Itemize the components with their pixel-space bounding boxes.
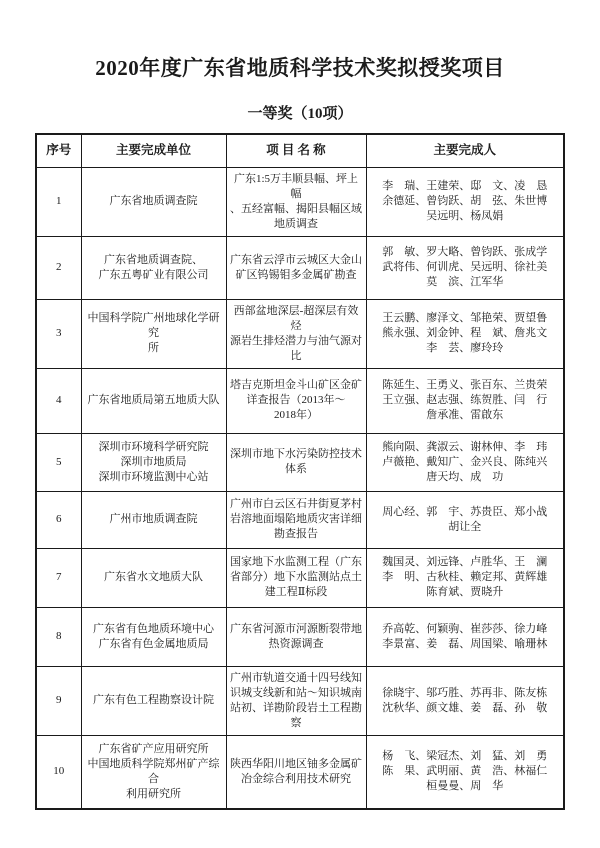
project-cell-line: 塔吉克斯坦金斗山矿区金矿	[230, 379, 362, 391]
project-cell-line: 岩溶地面塌陷地质灾害详细	[230, 513, 362, 525]
org-cell	[81, 607, 226, 666]
table-row	[36, 607, 564, 666]
org-cell	[81, 433, 226, 491]
page-title: 2020年度广东省地质科学技术奖拟授奖项目	[95, 56, 505, 80]
project-cell-line: 广东省河源市河源断裂带地	[230, 622, 362, 635]
project-cell-line: 省部分）地下水监测站点土	[230, 571, 362, 583]
table-row	[36, 666, 564, 735]
project-cell	[226, 299, 366, 368]
org-cell	[81, 368, 226, 433]
project-cell-line: 比	[290, 349, 302, 362]
people-cell-line: 卢薇艳、戴知广、金兴良、陈纯兴	[382, 455, 548, 468]
org-cell-line: 深圳市地质局	[120, 455, 187, 468]
row-number-cell: 4	[36, 368, 81, 433]
people-cell	[366, 299, 564, 368]
people-cell-line: 武将伟、何训虎、吴远明、徐社美	[382, 261, 548, 273]
table-row	[36, 368, 564, 433]
project-cell-line: 察	[290, 716, 302, 729]
people-cell-line: 李景富、姜 磊、周国梁、喻珊林	[382, 637, 548, 650]
people-cell-line: 周心经、郭 宇、苏贵臣、郑小战	[382, 505, 548, 518]
project-cell-line: 广东省云浮市云城区大金山	[230, 253, 362, 266]
people-cell-line: 詹承准、雷啟东	[426, 409, 504, 421]
org-cell-line: 深圳市环境监测中心站	[98, 470, 209, 483]
project-cell	[226, 491, 366, 548]
table-row	[36, 236, 564, 299]
project-cell-line: 热资源调查	[268, 637, 324, 650]
people-cell-line: 沈秋华、颜文雄、姜 磊、孙 敬	[382, 701, 548, 714]
people-cell-line: 熊向陨、龚淑云、谢林伸、李 玮	[382, 440, 548, 453]
people-cell	[366, 167, 564, 236]
table-row	[36, 433, 564, 491]
people-cell-line: 陈育斌、贾晓升	[426, 586, 504, 598]
people-cell-line: 熊永强、刘金钟、程 斌、詹兆文	[382, 327, 548, 339]
people-cell-line: 莫 滨、江军华	[426, 276, 504, 288]
project-cell	[226, 167, 366, 236]
people-cell-line: 魏国灵、刘远锋、卢胜华、王 澜	[382, 556, 548, 568]
project-cell	[226, 548, 366, 607]
table-row	[36, 491, 564, 548]
project-cell-line: 广州市轨道交通十四号线知	[230, 671, 362, 684]
section-title: 一等奖（10项）	[247, 106, 353, 122]
org-cell	[81, 491, 226, 548]
table-row	[36, 167, 564, 236]
org-cell	[81, 666, 226, 735]
org-cell-line: 广东省有色地质环境中心	[93, 622, 214, 635]
people-cell-line: 李 芸、廖玲玲	[426, 342, 504, 354]
table-header-row	[36, 134, 564, 167]
people-cell-line: 郭 敏、罗大略、曾钧跃、张成学	[382, 246, 548, 258]
project-cell-line: 体系	[285, 463, 307, 475]
project-cell-line: 识城支线新和站～知识城南	[230, 686, 362, 699]
header-no: 序号	[36, 134, 81, 167]
project-cell	[226, 607, 366, 666]
people-cell	[366, 735, 564, 809]
row-number-cell: 2	[36, 236, 81, 299]
table-row	[36, 735, 564, 809]
people-cell-line: 李 明、古秋桂、赖定邦、黄辉雄	[382, 571, 548, 583]
people-cell-line: 桓曼曼、周 华	[426, 780, 504, 793]
awards-table	[35, 133, 565, 810]
org-cell	[81, 167, 226, 236]
org-cell	[81, 735, 226, 809]
people-cell-line: 胡让全	[448, 520, 482, 533]
project-cell-line: 广州市白云区石井街夏茅村	[230, 498, 362, 510]
people-cell-line: 乔高乾、何颖驹、崔莎莎、徐力峰	[382, 622, 548, 635]
project-cell-line: 建工程Ⅱ标段	[264, 586, 328, 598]
people-cell	[366, 433, 564, 491]
project-cell-line: 西部盆地深层-超深层有效烃	[233, 304, 359, 332]
org-cell-line: 广东有色工程勘察设计院	[93, 694, 214, 706]
row-number-cell: 7	[36, 548, 81, 607]
org-cell-line: 广东省水文地质大队	[104, 571, 203, 583]
org-cell	[81, 236, 226, 299]
org-cell-line: 广州市地质调查院	[109, 513, 198, 525]
row-number-cell: 9	[36, 666, 81, 735]
project-cell-line: 2018年）	[274, 409, 318, 421]
project-cell	[226, 236, 366, 299]
people-cell-line: 徐晓宇、邬巧胜、苏再非、陈友栋	[382, 686, 548, 699]
table-row	[36, 548, 564, 607]
project-cell-line: 地质调查	[274, 217, 318, 230]
people-cell	[366, 491, 564, 548]
project-cell-line: 矿区钨锡钼多金属矿勘查	[235, 268, 357, 281]
org-cell-line: 所	[148, 342, 159, 354]
project-cell-line: 冶金综合利用技术研究	[241, 772, 351, 785]
people-cell-line: 王云鹏、廖泽文、邹艳荣、贾望鲁	[382, 312, 548, 324]
org-cell-line: 广东省地质调查院、	[104, 253, 203, 266]
project-cell-line: 、五经富幅、揭阳县幅区域	[230, 202, 362, 215]
org-cell-line: 广东省地质调查院	[109, 195, 198, 207]
table-body	[36, 167, 564, 809]
people-cell-line: 李 瑞、王建荣、邸 文、凌 恳	[382, 180, 548, 192]
header-org: 主要完成单位	[81, 134, 226, 167]
project-cell-line: 广东1:5万丰顺县幅、坪上幅	[233, 172, 359, 200]
people-cell	[366, 236, 564, 299]
people-cell	[366, 368, 564, 433]
project-cell-line: 陕西华阳川地区铀多金属矿	[230, 757, 362, 770]
project-cell	[226, 368, 366, 433]
project-cell-line: 源岩生排烃潜力与油气源对	[230, 334, 362, 347]
header-people: 主要完成人	[366, 134, 564, 167]
project-cell-line: 站初、详勘阶段岩土工程勘	[230, 701, 362, 714]
row-number-cell: 10	[36, 735, 81, 809]
people-cell-line: 杨 飞、梁冠杰、刘 猛、刘 勇	[382, 750, 548, 763]
project-cell	[226, 735, 366, 809]
row-number-cell: 1	[36, 167, 81, 236]
project-cell-line: 勘查报告	[274, 528, 318, 540]
people-cell-line: 余德延、曾钧跃、胡 弦、朱世博	[382, 195, 548, 207]
people-cell	[366, 607, 564, 666]
org-cell-line: 广东五粤矿业有限公司	[98, 268, 209, 281]
people-cell-line: 王立强、赵志强、练贺胜、闫 行	[382, 394, 548, 406]
row-number-cell: 3	[36, 299, 81, 368]
table-row	[36, 299, 564, 368]
org-cell-line: 广东省地质局第五地质大队	[87, 394, 220, 406]
org-cell	[81, 548, 226, 607]
org-cell-line: 中国地质科学院郑州矿产综合	[87, 757, 220, 785]
people-cell-line: 陈延生、王勇义、张百东、兰贵荣	[382, 379, 548, 391]
project-cell-line: 深圳市地下水污染防控技术	[230, 448, 362, 460]
people-cell-line: 陈 果、武明丽、黄 浩、林福仁	[382, 765, 548, 778]
project-cell-line: 国家地下水监测工程（广东	[230, 556, 362, 568]
row-number-cell: 8	[36, 607, 81, 666]
org-cell	[81, 299, 226, 368]
org-cell-line: 深圳市环境科学研究院	[98, 440, 209, 453]
org-cell-line: 利用研究所	[126, 787, 181, 800]
org-cell-line: 广东省有色金属地质局	[98, 637, 209, 650]
people-cell-line: 唐天均、成 功	[426, 470, 504, 483]
row-number-cell: 5	[36, 433, 81, 491]
project-cell	[226, 666, 366, 735]
people-cell-line: 吴远明、杨凤娟	[426, 210, 504, 222]
org-cell-line: 广东省矿产应用研究所	[98, 742, 209, 755]
people-cell	[366, 548, 564, 607]
row-number-cell: 6	[36, 491, 81, 548]
project-cell	[226, 433, 366, 491]
people-cell	[366, 666, 564, 735]
header-project: 项 目 名 称	[226, 134, 366, 167]
org-cell-line: 中国科学院广州地球化学研究	[87, 312, 220, 339]
project-cell-line: 详查报告（2013年～	[246, 394, 346, 406]
